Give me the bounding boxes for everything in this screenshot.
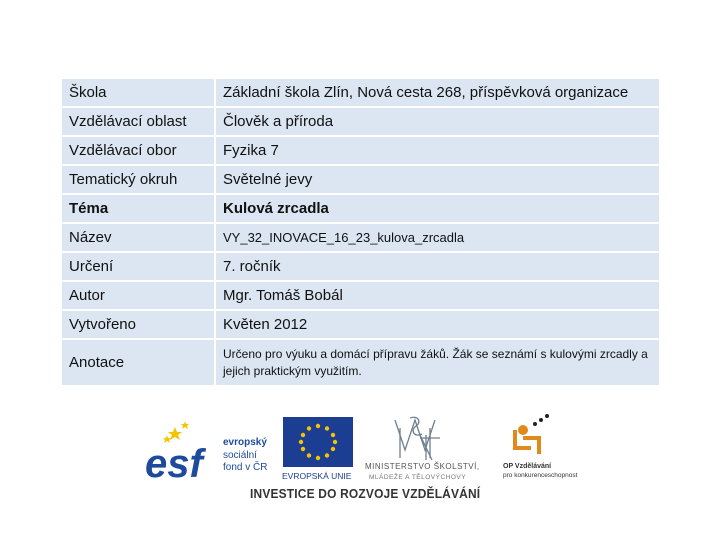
row-value: Světelné jevy: [215, 165, 660, 194]
row-label: Téma: [61, 194, 215, 223]
eu-caption: EVROPSKÁ UNIE: [282, 471, 352, 481]
esf-line3: fond v ČR: [223, 462, 268, 473]
table-row: [61, 165, 660, 194]
row-value: Fyzika 7: [215, 136, 660, 165]
table-row: [61, 78, 660, 107]
table-row: [61, 223, 660, 252]
op-mark-icon: [515, 414, 549, 454]
table-row: [61, 107, 660, 136]
row-label: Určení: [61, 252, 215, 281]
investment-caption: INVESTICE DO ROZVOJE VZDĚLÁVÁNÍ: [250, 486, 481, 501]
table-row: [61, 252, 660, 281]
esf-logo: [145, 415, 280, 485]
msmt-mark-icon: [395, 417, 440, 460]
table-row: [61, 339, 660, 386]
op-logo: [493, 410, 588, 485]
row-value: Kulová zrcadla: [215, 194, 660, 223]
esf-stars-icon: [163, 421, 189, 443]
esf-line1: evropský: [223, 437, 267, 448]
row-value: Člověk a příroda: [215, 107, 660, 136]
eu-flag-logo: [281, 415, 359, 485]
row-value: Květen 2012: [215, 310, 660, 339]
row-label: Vzdělávací obor: [61, 136, 215, 165]
table-row: [61, 194, 660, 223]
row-value: 7. ročník: [215, 252, 660, 281]
row-label: Škola: [61, 78, 215, 107]
row-label: Vytvořeno: [61, 310, 215, 339]
table-row: [61, 310, 660, 339]
table-row: [61, 281, 660, 310]
row-value: Základní škola Zlín, Nová cesta 268, příspěvková organizace: [215, 78, 660, 107]
op-line1: OP Vzdělávání: [503, 463, 552, 470]
row-label: Autor: [61, 281, 215, 310]
row-value: Určeno pro výuku a domácí přípravu žáků. Žák se seznámí s kulovými zrcadly a jejich praktickým využitím.: [215, 339, 660, 386]
row-label: Anotace: [61, 339, 215, 386]
row-label: Název: [61, 223, 215, 252]
esf-line2: sociální: [223, 450, 257, 461]
msmt-logo: [360, 410, 490, 485]
row-value: Mgr. Tomáš Bobál: [215, 281, 660, 310]
row-label: Tematický okruh: [61, 165, 215, 194]
msmt-line1: MINISTERSTVO ŠKOLSTVÍ,: [365, 462, 480, 471]
row-label: Vzdělávací oblast: [61, 107, 215, 136]
info-table: [60, 77, 661, 387]
op-line2: pro konkurenceschopnost: [503, 472, 578, 479]
table-row: [61, 136, 660, 165]
esf-mark: esf: [145, 442, 203, 485]
msmt-line2: MLÁDEŽE A TĚLOVÝCHOVY: [369, 474, 467, 481]
row-value: VY_32_INOVACE_16_23_kulova_zrcadla: [215, 223, 660, 252]
